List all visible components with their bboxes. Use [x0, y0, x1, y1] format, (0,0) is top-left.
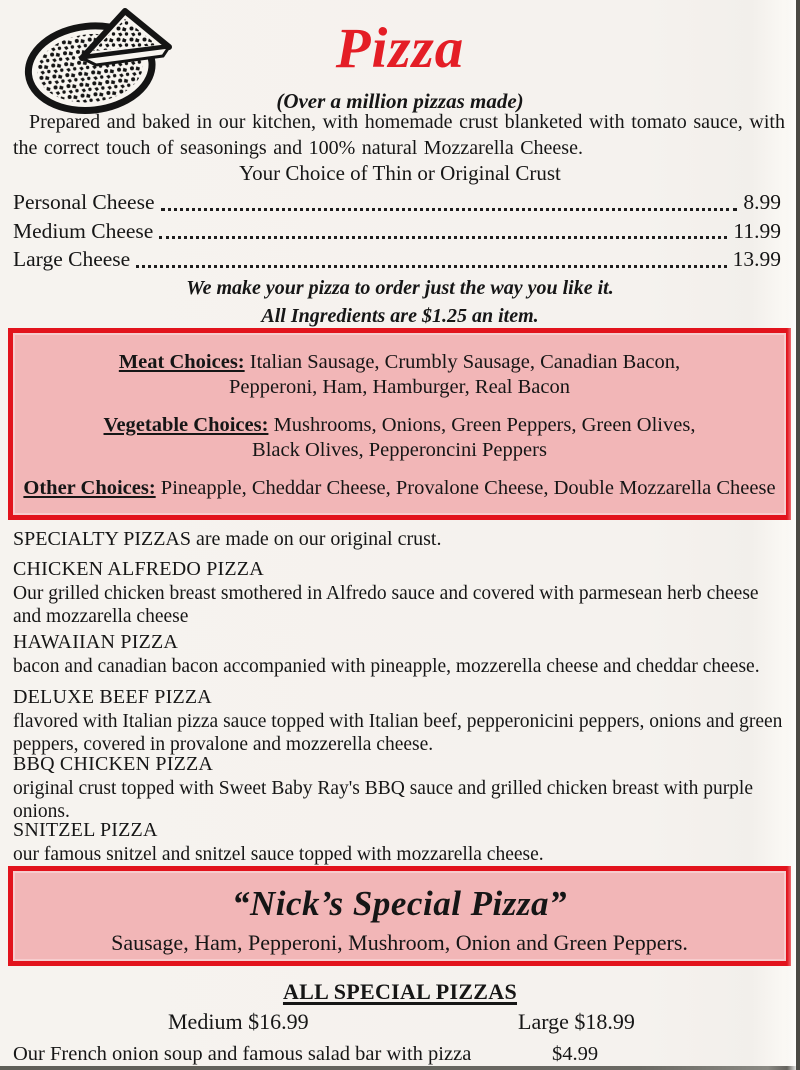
- specialty-heading: SPECIALTY PIZZAS are made on our original crust.: [13, 528, 442, 550]
- all-special-pizzas-heading: ALL SPECIAL PIZZAS: [282, 979, 518, 1004]
- item-description: bacon and canadian bacon accompanied with pineapple, mozzerella cheese and cheddar cheese.: [13, 656, 760, 677]
- other-choices-items: Pineapple, Cheddar Cheese, Provalone Cheese, Double Mozzarella Cheese: [160, 477, 776, 499]
- toppings-choices-box: [8, 328, 791, 520]
- item-description: Our grilled chicken breast smothered in Alfredo sauce and covered with parmesean herb cheese and mozzarella cheese: [13, 583, 759, 627]
- soup-salad-label: Our French onion soup and famous salad bar with pizza: [13, 1043, 472, 1065]
- scan-edge-bottom: [0, 1066, 800, 1070]
- price-row-personal: [13, 190, 781, 219]
- size-label: Large: [518, 1009, 569, 1034]
- specialty-item-hawaiian: [13, 630, 786, 679]
- item-description: original crust topped with Sweet Baby Ray's BBQ sauce and grilled chicken breast with purple onions.: [13, 778, 754, 822]
- item-price: 13.99: [732, 247, 781, 271]
- dot-leader: [130, 247, 732, 276]
- specialty-item-chicken-alfredo: [13, 557, 786, 628]
- price-row-large: [13, 247, 781, 276]
- cheese-price-list: [13, 190, 781, 276]
- size-price: $16.99: [248, 1009, 309, 1034]
- order-notes: [0, 275, 800, 330]
- vegetable-choices-line2: Black Olives, Pepperoncini Peppers: [252, 439, 547, 461]
- item-description: our famous snitzel and snitzel sauce topped with mozzarella cheese.: [13, 844, 544, 865]
- price-row-medium: [13, 219, 781, 248]
- page-subtitle: (Over a million pizzas made): [276, 89, 524, 113]
- meat-choices-line1: [13, 350, 786, 375]
- item-description: flavored with Italian pizza sauce topped with Italian beef, pepperonicini peppers, onions and green peppers, covered in provalone and mozzerella cheese.: [13, 711, 783, 755]
- order-note-line1: We make your pizza to order just the way you like it.: [186, 277, 614, 299]
- other-choices-line1: [13, 476, 786, 501]
- nicks-special-title: “Nick’s Special Pizza”: [231, 884, 568, 923]
- item-name: CHICKEN ALFREDO PIZZA: [13, 558, 264, 580]
- item-price: 8.99: [743, 190, 781, 214]
- meat-choices-items: Italian Sausage, Crumbly Sausage, Canadian Bacon,: [249, 351, 681, 373]
- specialty-item-deluxe-beef: [13, 685, 786, 756]
- nicks-special-description: Sausage, Ham, Pepperoni, Mushroom, Onion and Green Peppers.: [111, 930, 688, 955]
- size-price: $18.99: [574, 1009, 635, 1034]
- meat-choices-label: Meat Choices:: [118, 351, 245, 373]
- dot-leader: [153, 219, 733, 248]
- meat-choices-group: [13, 350, 786, 400]
- order-note-line2: All Ingredients are $1.25 an item.: [261, 304, 539, 327]
- item-price: 11.99: [733, 218, 781, 243]
- large-size-price: [518, 1009, 635, 1035]
- item-label: Personal Cheese: [13, 190, 155, 214]
- other-choices-label: Other Choices:: [23, 477, 156, 499]
- intro-paragraph: Prepared and baked in our kitchen, with homemade crust blanketed with tomato sauce, with the correct touch of seasonings and 100% natural Mozzarella Cheese.: [13, 111, 785, 159]
- special-sizes-row: [0, 1009, 800, 1039]
- vegetable-choices-line1: [13, 413, 786, 438]
- dot-leader: [155, 190, 744, 219]
- vegetable-choices-group: [13, 413, 786, 463]
- nicks-special-box: [8, 866, 791, 966]
- item-name: HAWAIIAN PIZZA: [13, 631, 179, 653]
- scan-edge-highlight: [787, 0, 796, 1070]
- item-name: BBQ CHICKEN PIZZA: [13, 753, 214, 775]
- soup-salad-price: $4.99: [552, 1043, 599, 1065]
- item-name: SNITZEL PIZZA: [13, 819, 158, 841]
- item-name: DELUXE BEEF PIZZA: [13, 686, 212, 708]
- specialty-item-snitzel: [13, 818, 786, 867]
- item-label: Medium Cheese: [13, 218, 154, 243]
- page-title: Pizza: [335, 17, 465, 80]
- crust-choice-line: Your Choice of Thin or Original Crust: [239, 161, 561, 185]
- specialty-item-bbq-chicken: [13, 752, 786, 823]
- other-choices-group: [13, 476, 786, 501]
- medium-size-price: [168, 1009, 309, 1035]
- scan-edge-right: [796, 0, 800, 1070]
- size-label: Medium: [168, 1009, 243, 1034]
- vegetable-choices-label: Vegetable Choices:: [103, 414, 269, 436]
- item-label: Large Cheese: [13, 247, 131, 271]
- vegetable-choices-items: Mushrooms, Onions, Green Peppers, Green Olives,: [273, 414, 696, 436]
- meat-choices-line2: Pepperoni, Ham, Hamburger, Real Bacon: [229, 376, 570, 398]
